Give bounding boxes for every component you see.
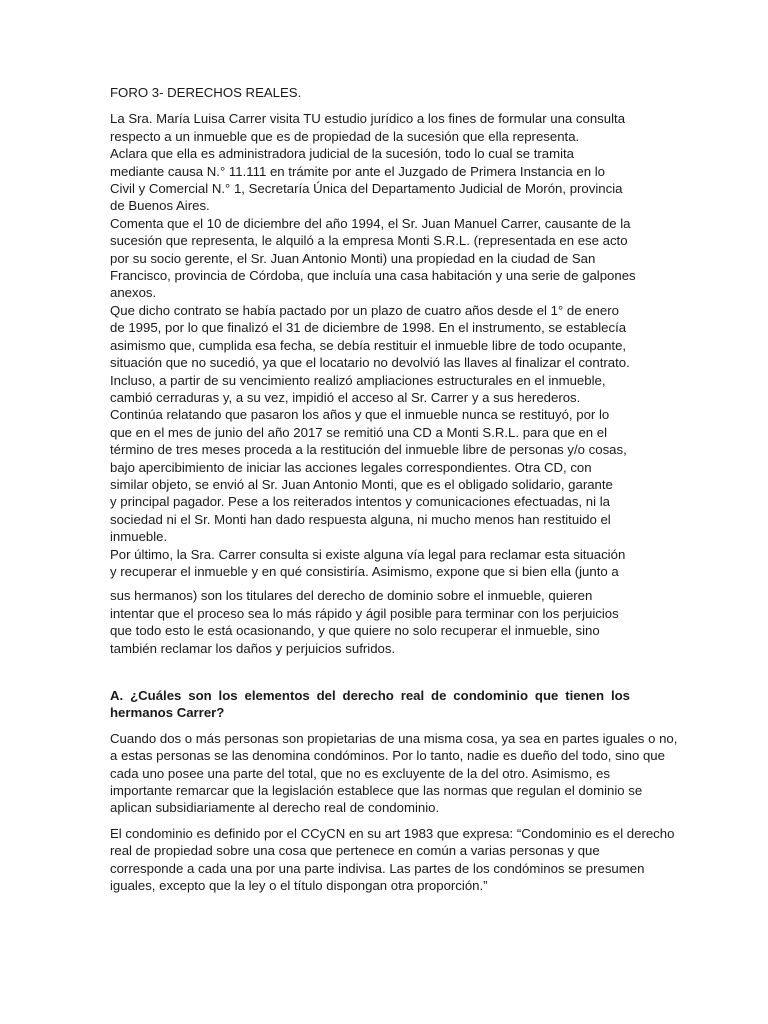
text-line: a estas personas se las denomina condóminos. Por lo tanto, nadie es dueño del todo, sino que [110, 748, 665, 764]
answer-paragraph-1 [110, 730, 678, 817]
text-line: bajo apercibimiento de iniciar las acciones legales correspondientes. Otra CD, con [110, 459, 592, 475]
text-line: y recuperar el inmueble y en qué consistiría. Asimismo, expone que si bien ella (junto a [110, 563, 619, 579]
text-line: cambió cerraduras y, a su vez, impidió el acceso al Sr. Carrer y a sus herederos. [110, 389, 581, 405]
text-line: también reclamar los daños y perjuicios sufridos. [110, 640, 396, 656]
document-title: FORO 3- DERECHOS REALES. [110, 85, 302, 100]
document-body [110, 84, 678, 894]
text-line: Que dicho contrato se había pactado por un plazo de cuatro años desde el 1° de enero [110, 302, 619, 318]
text-line: Comenta que el 10 de diciembre del año 1994, el Sr. Juan Manuel Carrer, causante de la [110, 215, 631, 231]
text-line: iguales, excepto que la ley o el título dispongan otra proporción.” [110, 878, 488, 894]
question-heading: A. ¿Cuáles son los elementos del derecho real de condominio que tienen los [110, 688, 630, 703]
text-line: sus hermanos) son los titulares del derecho de dominio sobre el inmueble, quieren [110, 588, 593, 604]
text-line: cada uno posee una parte del total, que no es excluyente de la del otro. Asimismo, es [110, 765, 610, 781]
case-text-block-b [110, 587, 630, 657]
text-line: situación que no sucedió, ya que el locatario no devolvió las llaves al finalizar el contrato. [110, 355, 630, 371]
text-line: aplican subsidiariamente al derecho real de condominio. [110, 800, 440, 816]
text-line: anexos. [110, 285, 157, 301]
text-line: El condominio es definido por el CCyCN en su art 1983 que expresa: “Condominio es el derecho [110, 825, 675, 841]
text-line: que en el mes de junio del año 2017 se remitió una CD a Monti S.R.L. para que en el [110, 424, 608, 440]
text-line: por su socio gerente, el Sr. Juan Antonio Monti) una propiedad en la ciudad de San [110, 250, 596, 266]
answer-paragraph-2 [110, 825, 675, 895]
text-line: Civil y Comercial N.° 1, Secretaría Única del Departamento Judicial de Morón, provincia [110, 181, 623, 197]
text-line: corresponde a cada una por una parte indivisa. Las partes de los condóminos se presumen [110, 860, 645, 876]
text-line: mediante causa N.° 11.111 en trámite por ante el Juzgado de Primera Instancia en lo [110, 163, 605, 179]
text-line: La Sra. María Luisa Carrer visita TU estudio jurídico a los fines de formular una consulta [110, 111, 626, 127]
text-line: y principal pagador. Pese a los reiterados intentos y comunicaciones efectuadas, ni la [110, 494, 610, 510]
text-line: intentar que el proceso sea lo más rápido y ágil posible para terminar con los perjuicios [110, 605, 619, 621]
question-heading-continued: hermanos Carrer? [110, 705, 225, 721]
text-line: que todo esto le está ocasionando, y que quiere no solo recuperar el inmueble, sino [110, 623, 600, 639]
text-line: importante remarcar que la legislación establece que las normas que regulan el dominio se [110, 783, 643, 799]
text-line: Continúa relatando que pasaron los años y que el inmueble nunca se restituyó, por lo [110, 407, 610, 423]
text-line: Aclara que ella es administradora judicial de la sucesión, todo lo cual se tramita [110, 146, 575, 162]
text-line: de Buenos Aires. [110, 198, 210, 214]
text-line: real de propiedad sobre una cosa que pertenece en común a varias personas y que [110, 843, 600, 859]
text-line: respecto a un inmueble que es de propiedad de la sucesión que ella representa. [110, 128, 580, 144]
text-line: asimismo que, cumplida esa fecha, se debía restituir el inmueble libre de todo ocupante, [110, 337, 627, 353]
text-line: sociedad ni el Sr. Monti han dado respuesta alguna, ni mucho menos han restituido el [110, 511, 611, 527]
text-line: similar objeto, se envió al Sr. Juan Antonio Monti, que es el obligado solidario, garante [110, 476, 613, 492]
case-text-block-a [110, 110, 636, 580]
text-line: sucesión que representa, le alquiló a la empresa Monti S.R.L. (representada en ese acto [110, 233, 628, 249]
text-line: Francisco, provincia de Córdoba, que incluía una casa habitación y una serie de galpones [110, 268, 636, 284]
text-line: inmueble. [110, 529, 168, 545]
text-line: Cuando dos o más personas son propietarias de una misma cosa, ya sea en partes iguales o no, [110, 730, 678, 746]
text-line: Incluso, a partir de su vencimiento realizó ampliaciones estructurales en el inmueble, [110, 372, 606, 388]
text-line: de 1995, por lo que finalizó el 31 de diciembre de 1998. En el instrumento, se establecía [110, 320, 627, 336]
text-line: Por último, la Sra. Carrer consulta si existe alguna vía legal para reclamar esta situación [110, 546, 626, 562]
text-line: término de tres meses proceda a la restitución del inmueble libre de personas y/o cosas, [110, 442, 627, 458]
